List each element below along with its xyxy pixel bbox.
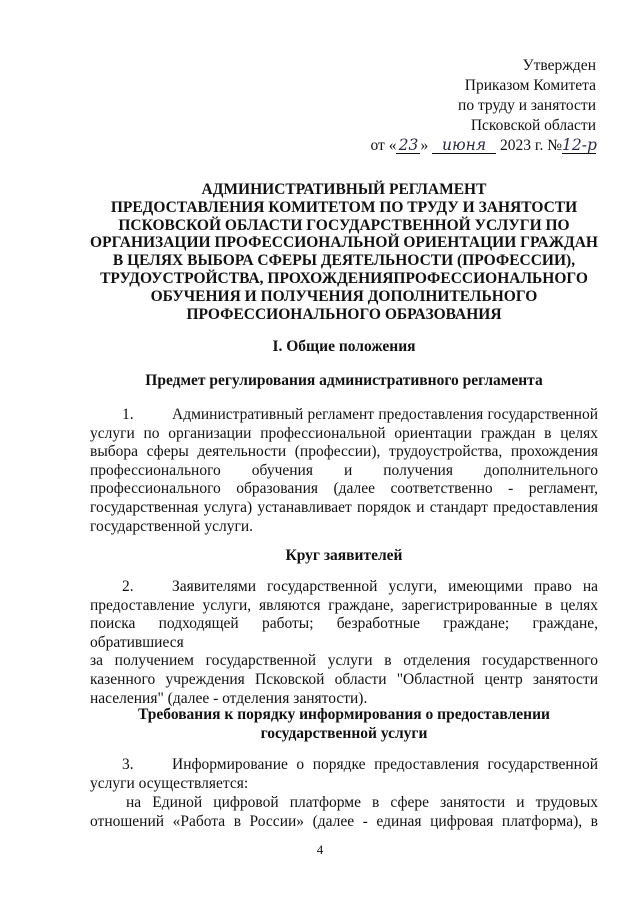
- paragraph-line: населения" (далее - отделения занятости).: [90, 689, 368, 707]
- approval-committee: по труду и занятости: [458, 97, 596, 114]
- paragraph-line: услуги по организации профессиональной ориентации граждан в целях: [90, 424, 598, 442]
- title-line: ПРОФЕССИОНАЛЬНОГО ОБРАЗОВАНИЯ: [186, 305, 502, 323]
- document-title: [84, 181, 604, 323]
- subheading-applicants: Круг заявителей: [285, 547, 403, 564]
- title-line: АДМИНИСТРАТИВНЫЙ РЕГЛАМЕНТ: [201, 181, 487, 198]
- page-number: 4: [316, 842, 324, 857]
- title-line: В ЦЕЛЯХ ВЫБОРА СФЕРЫ ДЕЯТЕЛЬНОСТИ (ПРОФЕССИИ),: [112, 252, 576, 270]
- paragraph-line: профессионального образования (далее соответственно - регламент,: [90, 480, 598, 498]
- paragraph-1: [90, 406, 598, 536]
- approval-order: Приказом Комитета: [464, 77, 596, 94]
- paragraph-3: [90, 756, 598, 793]
- paragraph-line: на Единой цифровой платформе в сфере занятости и трудовых: [126, 794, 598, 811]
- paragraph-number: 1.: [122, 406, 134, 423]
- paragraph-line: Информирование о порядке предоставления государственной: [172, 756, 598, 773]
- paragraph-line: Заявителями государственной услуги, имеющими право на: [172, 578, 598, 595]
- date-year: 2023 г. №: [499, 137, 562, 154]
- paragraph-line: предоставление услуги, являются граждане, зарегистрированные в целях: [90, 596, 598, 614]
- paragraph-line: отношений «Работа в России» (далее - единая цифровая платформа), в: [90, 812, 598, 830]
- date-prefix: от «: [370, 137, 397, 154]
- paragraph-number: 2.: [122, 578, 134, 595]
- date-month-handwritten: июня: [432, 137, 496, 154]
- paragraph-line: услуги осуществляется:: [90, 774, 249, 792]
- approval-status: Утвержден: [522, 57, 596, 74]
- title-line: ТРУДОУСТРОЙСТВА, ПРОХОЖДЕНИЯПРОФЕССИОНАЛЬНОГО: [100, 269, 588, 287]
- order-number-handwritten: 12-р: [562, 136, 597, 154]
- paragraph-line: государственной услуги.: [90, 517, 253, 535]
- approval-block: [340, 56, 596, 156]
- date-quote: »: [420, 137, 429, 154]
- title-line: ОБУЧЕНИЯ И ПОЛУЧЕНИЯ ДОПОЛНИТЕЛЬНОГО: [150, 287, 538, 305]
- title-line: ПРЕДОСТАВЛЕНИЯ КОМИТЕТОМ ПО ТРУДУ И ЗАНЯТОСТИ: [110, 198, 578, 216]
- approval-date-line: [340, 136, 596, 156]
- paragraph-line: поиска подходящей работы; безработные граждане; граждане, обратившиеся: [90, 615, 598, 651]
- approval-region: Псковской области: [470, 117, 596, 134]
- subheading-informing: [84, 705, 604, 743]
- paragraph-line: Административный регламент предоставления государственной: [172, 406, 598, 423]
- subheading-line: государственной услуги: [260, 725, 428, 742]
- section-title: I. Общие положения: [272, 338, 416, 355]
- subheading-line: Требования к порядку информирования о предоставлении: [138, 706, 550, 723]
- paragraph-line: за получением государственной услуги в отделения государственного: [90, 652, 598, 670]
- paragraph-line: государственная услуга) устанавливает порядок и стандарт предоставления: [90, 498, 598, 516]
- paragraph-number: 3.: [122, 756, 134, 773]
- subheading-regulation-subject: Предмет регулирования административного регламента: [145, 372, 543, 389]
- paragraph-line: выбора сферы деятельности (профессии), трудоустройства, прохождения: [90, 443, 598, 461]
- title-line: ОРГАНИЗАЦИИ ПРОФЕССИОНАЛЬНОЙ ОРИЕНТАЦИИ ГРАЖДАН: [90, 234, 598, 252]
- paragraph-2: [90, 578, 598, 708]
- paragraph-line: профессионального обучения и получения дополнительного: [90, 461, 598, 479]
- paragraph-line: казенного учреждения Псковской области "Областной центр занятости: [90, 670, 598, 688]
- date-day-handwritten: 23: [396, 137, 420, 154]
- paragraph-3-item: [90, 794, 598, 831]
- title-line: ПСКОВСКОЙ ОБЛАСТИ ГОСУДАРСТВЕННОЙ УСЛУГИ ПО: [118, 216, 570, 234]
